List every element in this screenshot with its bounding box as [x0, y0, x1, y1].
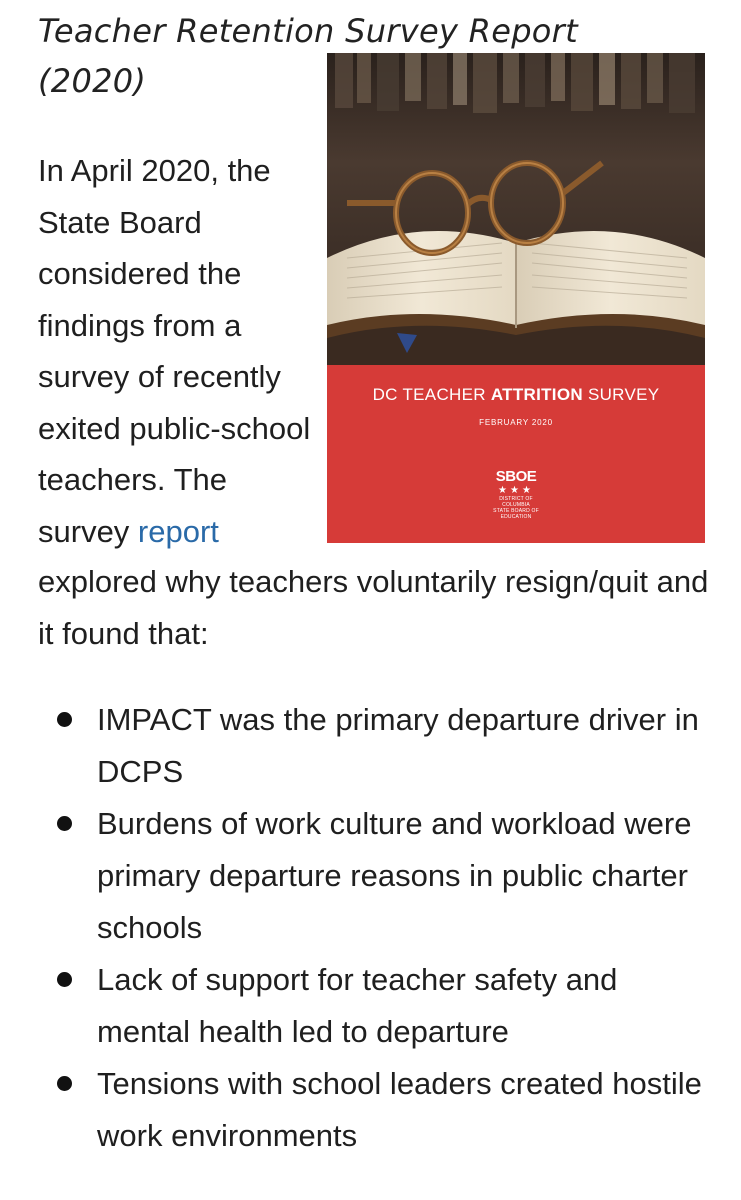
star-icon: ★★★ [498, 485, 534, 496]
cover-title-part: SURVEY [582, 385, 660, 404]
sboe-logo-text: SBOE [495, 468, 537, 485]
list-item [0, 954, 707, 1058]
report-link[interactable]: report [137, 513, 219, 549]
intro-paragraph [38, 145, 323, 557]
sboe-sub-text: EDUCATION [500, 514, 532, 520]
finding-text: Tensions with school leaders created hostile work environments [97, 1066, 702, 1153]
bullet-icon [57, 972, 72, 987]
cover-title-bold: ATTRITION [490, 385, 583, 404]
findings-list [0, 694, 741, 1162]
finding-text: Lack of support for teacher safety and mental health led to departure [97, 962, 618, 1049]
bullet-icon [57, 712, 72, 727]
list-item [0, 798, 707, 954]
list-item [0, 1058, 707, 1162]
section-heading: Teacher Retention Survey Report (2020) [38, 12, 578, 100]
bullet-icon [57, 1076, 72, 1091]
cover-title-part: DC TEACHER [372, 385, 491, 404]
sboe-logo [489, 469, 543, 520]
bullet-icon [57, 816, 72, 831]
finding-text: Burdens of work culture and workload were primary departure reasons in public charter schools [97, 806, 692, 945]
finding-text: IMPACT was the primary departure driver in DCPS [97, 702, 699, 789]
book-glasses-photo [327, 53, 705, 365]
list-item [0, 694, 707, 798]
cover-title [327, 385, 705, 405]
report-cover-image[interactable] [327, 53, 705, 543]
intro-text: In April 2020, the State Board considered the findings from a survey of recently exited public-school teachers. The survey [38, 153, 311, 549]
sboe-sub-text: DISTRICT OF COLUMBIA [499, 496, 533, 508]
sboe-sub-text: STATE BOARD OF [493, 508, 539, 514]
cover-date: FEBRUARY 2020 [479, 418, 553, 427]
intro-paragraph-continued: explored why teachers voluntarily resign/quit and it found that: [38, 564, 709, 651]
